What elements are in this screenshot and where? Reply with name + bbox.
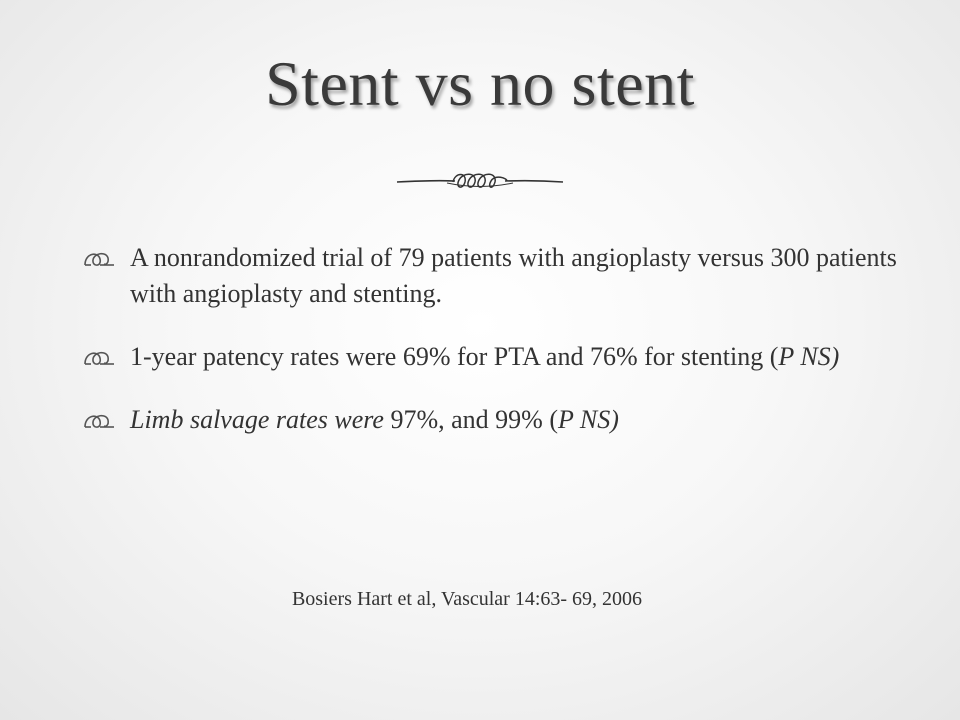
bullet-item bbox=[80, 402, 900, 438]
slide-title: Stent vs no stent bbox=[265, 48, 695, 119]
bullet-text: 1-year patency rates were 69% for PTA and 76% for stenting ( bbox=[130, 342, 779, 371]
bullet-text-italic: P NS) bbox=[557, 405, 619, 434]
flourish-divider-icon bbox=[395, 166, 565, 196]
scroll-bullet-icon bbox=[82, 344, 116, 370]
bullet-item bbox=[80, 339, 900, 375]
bullet-item bbox=[80, 240, 900, 312]
scroll-bullet-icon bbox=[82, 245, 116, 271]
bullet-text-italic: P NS) bbox=[778, 342, 840, 371]
scroll-bullet-icon bbox=[82, 407, 116, 433]
bullet-text: A nonrandomized trial of 79 patients with angioplasty versus 300 patients with angioplasty and stenting. bbox=[130, 243, 897, 308]
bullet-text: 97%, and 99% ( bbox=[383, 405, 558, 434]
citation: Bosiers Hart et al, Vascular 14:63- 69, 2006 bbox=[291, 588, 643, 610]
bullet-list bbox=[80, 240, 900, 465]
bullet-text-italic: Limb salvage rates were bbox=[130, 405, 384, 434]
